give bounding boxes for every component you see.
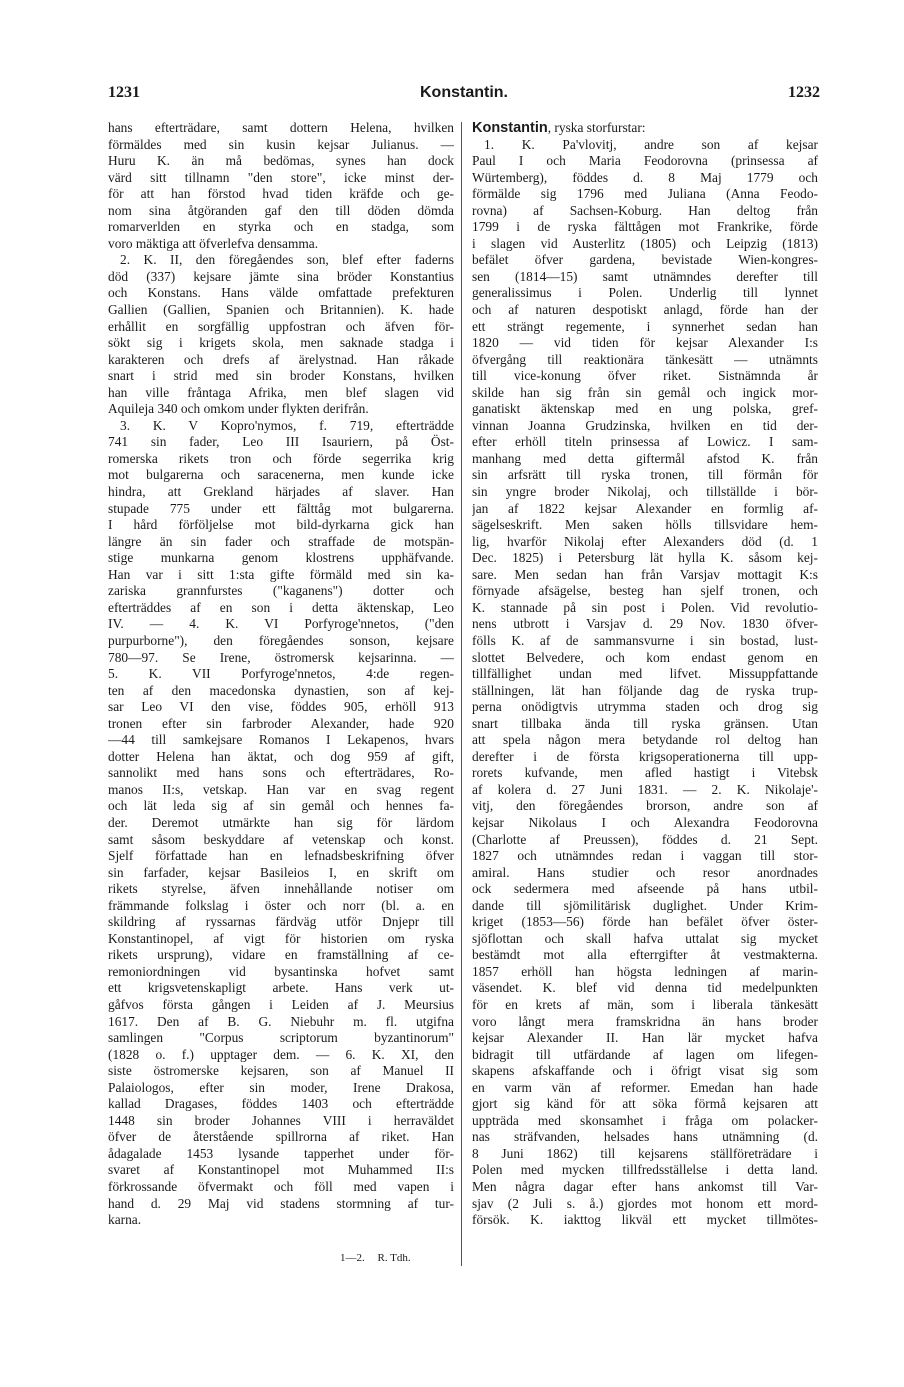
text-line: gåfvos första gången i Leiden af J. Meursius <box>108 996 454 1012</box>
text-line: försök. K. iakttog likväl ett mycket tillmötes- <box>472 1212 818 1228</box>
text-line: kejsar Alexander II. Han lär mycket hafva <box>472 1030 818 1046</box>
text-line: för en krets af män, som i liberala tänkesätt <box>472 996 818 1012</box>
text-line: 2. K. II, den föregåendes son, blef efter faderns <box>120 252 454 268</box>
text-line: Palaiologos, efter sin moder, Irene Drakosa, <box>108 1079 454 1095</box>
text-line: romerska rikets tron och förde segerrika krig <box>108 450 454 466</box>
page-number-left: 1231 <box>108 84 140 101</box>
text-line: der. Deremot utmärkte han sig för lärdom <box>108 814 454 830</box>
text-line: purpurborne"), den föregåendes sonson, kejsare <box>108 632 454 648</box>
text-line: svaret af Konstantinopel mot Muhammed II:s <box>108 1162 454 1178</box>
text-line: lig, hvarför Nikolaj efter Alexanders död (d. 1 <box>472 533 818 549</box>
text-line: bestämdt mot alla efterrgifter åt vestmakterna. <box>472 947 818 963</box>
text-line: 1448 sin broder Johannes VIII i herraväldet <box>108 1112 454 1128</box>
text-line: skildring af ryssarnas färdväg utför Dnjepr till <box>108 914 454 930</box>
text-line: förmäldes med sin kusin kejsar Julianus. — <box>108 136 454 152</box>
text-line: siste östromerske kejsaren, son af Manuel II <box>108 1063 454 1079</box>
text-line: och af naturen despotiskt anlagd, förde han der <box>472 302 818 318</box>
text-line: mot bulgarerna och saracenerna, men kunde icke <box>108 467 454 483</box>
text-line: Konstantinopel, af vigt för historien om ryska <box>108 930 454 946</box>
text-line: sen (1814—15) samt utnämndes derefter till <box>472 268 818 284</box>
text-line: 1827 och utnämndes redan i vaggan till stor- <box>472 848 818 864</box>
text-line: bidragit till utfärdande af lagen om lifegen- <box>472 1046 818 1062</box>
text-line: 1820 — vid tiden för kejsar Alexander I:s <box>472 335 818 351</box>
text-line: sare. Men sedan han från Varsjav mottagit K:s <box>472 566 818 582</box>
text-line: tillfällighet undan med lifvet. Missuppfattande <box>472 666 818 682</box>
text-line: efterträddes af en son i detta äktenskap, Leo <box>108 599 454 615</box>
text-line: 5. K. VII Porfyroge'nnetos, 4:de regen- <box>108 666 454 682</box>
text-line: gjort sig känd för att söka förmå kejsaren att <box>472 1096 818 1112</box>
text-line: ett krigsvetenskapligt arbete. Hans verk ut- <box>108 980 454 996</box>
signature-initials: R. Tdh. <box>377 1252 411 1264</box>
text-line: —44 till samkejsare Romanos I Lekapenos, hvars <box>108 732 454 748</box>
entry-heading <box>472 120 818 137</box>
column-divider <box>461 122 462 1266</box>
text-line: snart tillbaka ända till ryska gränsen. Utan <box>472 715 818 731</box>
text-line: öfvergång till reaktionära tänkesätt — utnämnts <box>472 351 818 367</box>
text-line: Aquileja 340 och omkom under flykten derifrån. <box>108 401 369 417</box>
text-line: sjöflottan och skall hafva uttalat sig mycket <box>472 930 818 946</box>
text-line: karakteren och drefs af ärelystnad. Han råkade <box>108 351 454 367</box>
text-line: slottet Belvedere, och kom endast genom en <box>472 649 818 665</box>
text-line: vitj, den föregåendes brorson, andre son af <box>472 798 818 814</box>
text-line: hand d. 29 Maj vid stadens stormning af tur- <box>108 1195 454 1211</box>
text-line: 3. K. V Kopro'nymos, f. 719, efterträdde <box>120 417 454 433</box>
text-line: sin yngre broder Nikolaj, och tillställde i bör- <box>472 484 818 500</box>
text-line: och Konstans. Hans välde omfattade prefekturen <box>108 285 454 301</box>
text-line: tronen efter sin farbroder Alexander, hade 920 <box>108 715 454 731</box>
page-number-right: 1232 <box>788 84 820 101</box>
text-line: kallad Dragases, föddes 1403 och efterträdde <box>108 1096 454 1112</box>
text-line: ock sedermera med afseende på hans utbil- <box>472 881 818 897</box>
text-line: Huru K. än må bedömas, synes han dock <box>108 153 454 169</box>
text-line: att spela någon mera betydande rol deltog han <box>472 732 818 748</box>
text-line: kriget (1853—56) förde han befälet öfver öster- <box>472 914 818 930</box>
text-line: snart i strid med sin broder Konstans, hvilken <box>108 368 454 384</box>
text-line: rikets styrelse, äfven innehållande notiser om <box>108 881 454 897</box>
text-line: Men några dagar efter hans ankomst till Var- <box>472 1179 818 1194</box>
text-line: (Charlotte af Preussen), föddes d. 21 Sept. <box>472 831 818 847</box>
text-line: förmälde sig 1796 med Juliana (Anna Feodo- <box>472 186 818 202</box>
text-line: ådagalade 1453 lysande tapperhet under för- <box>108 1145 454 1161</box>
text-line: en varm vän af reformer. Emedan han hade <box>472 1079 818 1095</box>
text-line: förnyade afsägelse, besteg han sjelf tronen, och <box>472 583 818 599</box>
text-line: nom sina åtgöranden gaf den till döden dömda <box>108 202 454 218</box>
text-line: sjav (2 Juli s. å.) gjordes mot honom ett mord- <box>472 1195 818 1211</box>
text-line: manhang med detta giftermål afstod K. från <box>472 450 818 466</box>
text-line: hans efterträdare, samt dottern Helena, hvilken <box>108 120 454 135</box>
text-line: sägelseskrift. Men saken hölls tillsvidare hem- <box>472 517 818 533</box>
text-line: 1617. Den af B. G. Niebuhr m. fl. utgifna <box>108 1013 454 1029</box>
text-line: vinnan Joanna Grudzinska, hvilken en tid der- <box>472 417 818 433</box>
text-line: värd sitt tillnamn "den store", icke minst der- <box>108 169 454 185</box>
right-column <box>472 120 818 1229</box>
text-line: ställningen, lät han följande dag de ryska trup- <box>472 682 818 698</box>
text-line: romarverlden en styrka och en stadga, som <box>108 219 454 235</box>
text-line: samt såsom beskyddare af vetenskap och konst. <box>108 831 454 847</box>
text-line: 1. K. Pa'vlovitj, andre son af kejsar <box>484 136 818 152</box>
text-line: rorets kufvande, men afled hastigt i Vitebsk <box>472 765 818 781</box>
text-line: jan af 1822 kejsar Alexander en formlig af- <box>472 500 818 516</box>
text-line: sökt sig i krigets skola, men saknade stadga i <box>108 335 454 351</box>
text-line: Han var i sitt 1:sta gifte förmäld med sin ka- <box>108 566 454 582</box>
text-line: väsendet. K. blef vid denna tid medelpunkten <box>472 980 818 996</box>
text-line: rovna) af Sachsen-Koburg. Han deltog från <box>472 202 818 218</box>
text-line: Würtemberg), föddes d. 8 Maj 1779 och <box>472 169 818 185</box>
text-line: dotter Helena han äktat, och dog 959 af gift, <box>108 748 454 764</box>
text-line: generalissimus i Polen. Underlig till lynnet <box>472 285 818 301</box>
text-line: IV. — 4. K. VI Porfyroge'nnetos, ("den <box>108 616 454 632</box>
text-line: rikets ursprung), vidare en framställning af ce- <box>108 947 454 963</box>
text-line: skilde han sig från sin gemål och ingick mor- <box>472 384 818 400</box>
text-line: erhållit en sorgfällig uppfostran och äfven för- <box>108 318 454 334</box>
text-line: Polen med mycken tillfredsställelse i detta land. <box>472 1162 818 1178</box>
text-line: ganatiskt äktenskap med en ung polska, gref- <box>472 401 818 417</box>
left-column <box>108 120 454 1229</box>
text-line: i slagen vid Austerlitz (1805) och Leipzig (1813) <box>472 235 818 251</box>
text-line: zariska grannfurstes ("kaganens") dotter och <box>108 583 454 599</box>
text-line: remoniordningen vid bysantinska hofvet samt <box>108 963 454 979</box>
text-line: stige munkarna genom klostrens upphäfvande. <box>108 550 454 566</box>
text-line: 741 sin fader, Leo III Isauriern, på Öst- <box>108 434 454 450</box>
text-line: död (337) kejsare jämte sina bröder Konstantius <box>108 268 454 284</box>
text-line: sin arfsrätt till ryska tronen, till förmån för <box>472 467 818 483</box>
text-line: förkrossande öfvermakt och föll med vapen i <box>108 1179 454 1194</box>
text-line: 1857 erhöll han högsta ledningen af marin- <box>472 963 818 979</box>
entry-subtitle: , ryska storfurstar: <box>547 120 646 135</box>
text-line: längre än sin fader och straffade de motspän- <box>108 533 454 549</box>
text-line: efter erhöll titeln prinsessa af Lowicz. I sam- <box>472 434 818 450</box>
text-line: till vice-konung öfver riket. Sistnämnda år <box>472 368 818 384</box>
text-line: af kolera d. 27 Juni 1831. — 2. K. Nikolaje'- <box>472 781 818 797</box>
text-line: ten af den macedonska dynastien, son af kej- <box>108 682 454 698</box>
text-line: hindra, att Grekland härjades af slaver. Han <box>108 484 454 500</box>
text-line: kejsar Nikolaus I och Alexandra Feodorovna <box>472 814 818 830</box>
text-line: karna. <box>108 1212 142 1228</box>
text-line: främmande folkslag i öster och norr (bl. a. en <box>108 897 454 913</box>
text-line: befälet öfver gardena, bevistade Wien-kongres- <box>472 252 818 268</box>
text-line: samlingen "Corpus scriptorum byzantinorum" <box>108 1030 454 1046</box>
text-line: sin farfader, kejsar Basileios I, en skrift om <box>108 864 454 880</box>
text-line: 1799 i de ryska fälttågen mot Frankrike, förde <box>472 219 818 235</box>
running-title: Konstantin. <box>420 84 508 101</box>
text-line: Paul I och Maria Feodorovna (prinsessa af <box>472 153 818 169</box>
text-line: voro långt mera framskridna än hans broder <box>472 1013 818 1029</box>
text-line: och lät leda sig af sin gemål och hennes fa- <box>108 798 454 814</box>
text-line: stupade 775 under ett fälttåg mot bulgarerna. <box>108 500 454 516</box>
text-line: fölls K. af de sammansvurne i sin bostad, lust- <box>472 632 818 648</box>
signature <box>330 1252 411 1264</box>
text-line: ett strängt regemente, i synnerhet sedan han <box>472 318 818 334</box>
text-line: (1828 o. f.) upptager dem. — 6. K. XI, den <box>108 1046 454 1062</box>
text-line: amiral. Hans studier och resor anordnades <box>472 864 818 880</box>
text-line: manos II:s, vetskap. Han var en svag regent <box>108 781 454 797</box>
text-line: för att han förstod hvad tiden kräfde och ge- <box>108 186 454 202</box>
text-line: Dec. 1825) i Petersburg lät hylla K. såsom kej- <box>472 550 818 566</box>
text-line: dande till sjömilitärisk duglighet. Under Krim- <box>472 897 818 913</box>
text-line: K. stannade på sin post i Polen. Vid revolutio- <box>472 599 818 615</box>
text-line: 8 Juni 1862) till kejsarens ställföreträdare i <box>472 1145 818 1161</box>
text-line: voro mäktiga att öfverlefva densamma. <box>108 235 319 251</box>
text-line: Sjelf författade han en lefnadsbeskrifning öfver <box>108 848 454 864</box>
text-line: öfver de återstående spillrorna af riket. Han <box>108 1129 454 1145</box>
signature-numbers: 1—2. <box>340 1252 365 1264</box>
text-line: derefter i de första krigsoperationerna till upp- <box>472 748 818 764</box>
text-line: sannolikt med hans sons och efterträdares, Ro- <box>108 765 454 781</box>
text-line: I hård förföljelse mot bild-dyrkarna gick han <box>108 517 454 533</box>
text-line: sar Leo VI den vise, föddes 905, erhöll 913 <box>108 699 454 715</box>
text-line: perna onödigtvis utrymma staden och drog sig <box>472 699 818 715</box>
entry-title: Konstantin <box>472 120 548 136</box>
text-line: Gallien (Gallien, Spanien och Britannien). K. hade <box>108 302 454 318</box>
text-line: nens utbrott i Varsjav d. 29 Nov. 1830 öfver- <box>472 616 818 632</box>
text-line: nas sträfvanden, helsades hans utnämning (d. <box>472 1129 818 1145</box>
page-header <box>108 84 820 110</box>
text-line: 780—97. Se Irene, östromersk kejsarinna. — <box>108 649 454 665</box>
text-line: uppträda med skonsamhet i fråga om polacker- <box>472 1112 818 1128</box>
text-line: skapens afskaffande och i öfrigt visat sig som <box>472 1063 818 1079</box>
text-line: han ville fråntaga Afrika, men blef slagen vid <box>108 384 454 400</box>
